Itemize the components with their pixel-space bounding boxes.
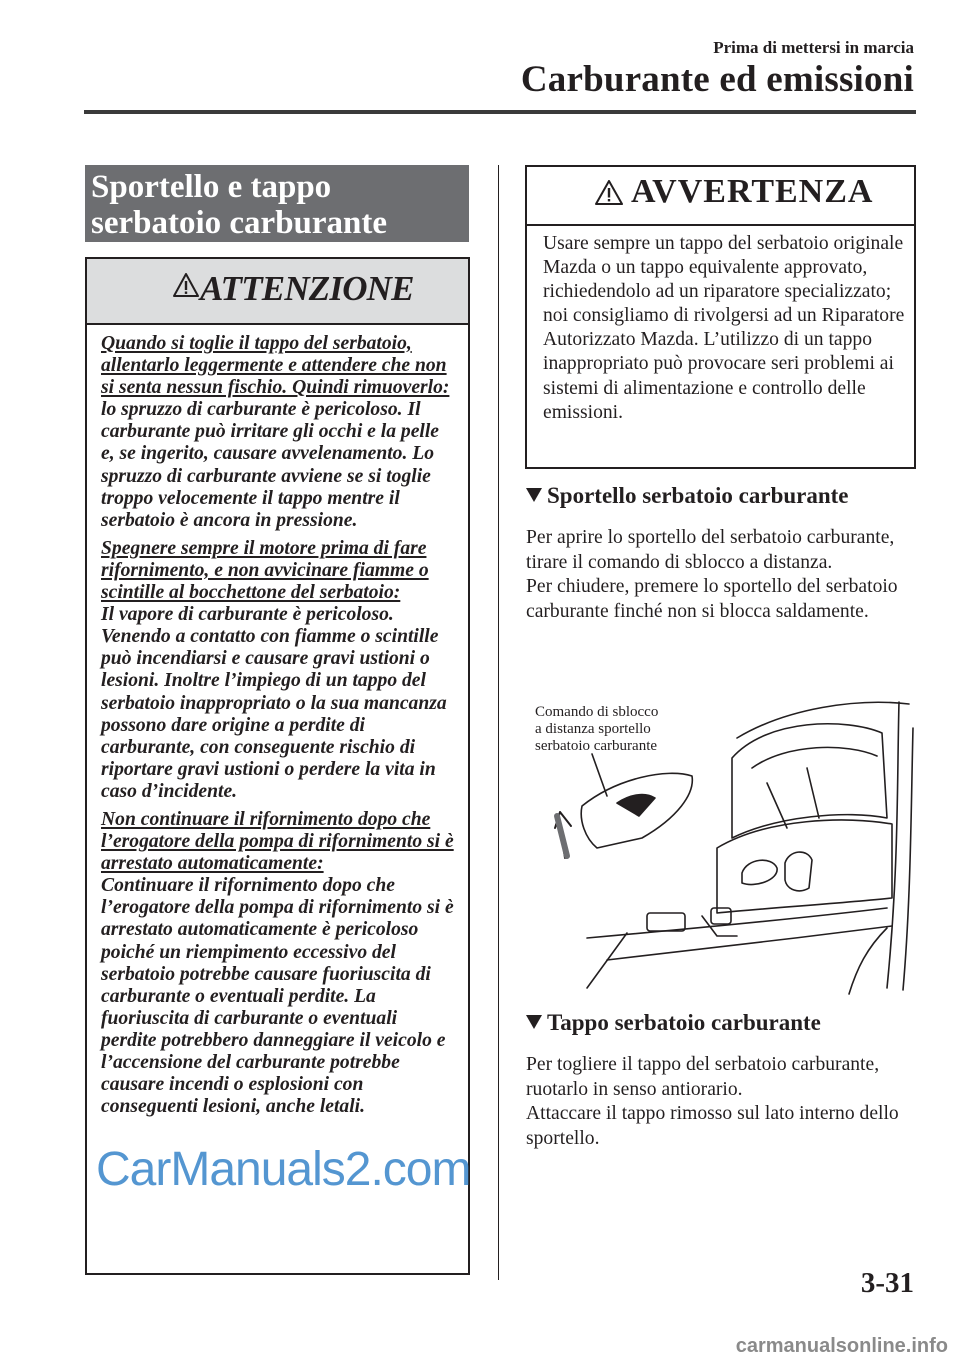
header-rule <box>84 110 916 114</box>
fuel-cap-instructions <box>526 1053 918 1151</box>
watermark: CarManuals2.com <box>96 1143 471 1196</box>
caution-paragraph <box>101 809 456 1118</box>
page-number: 3-31 <box>860 1267 914 1299</box>
fuel-door-close-text: Per chiudere, premere lo sportello del serbatoio carburante finché non si blocca saldamente. <box>526 576 898 622</box>
subsection-heading-text: Tappo serbatoio carburante <box>547 1010 821 1035</box>
caution-paragraph <box>101 538 456 803</box>
subsection-heading-fuel-cap <box>526 1010 821 1036</box>
caution-heading: Quando si toglie il tappo del serbatoio, allentarlo leggermente e attendere che non si senta nessun fischio. Quindi rimuoverlo: <box>101 333 450 399</box>
caution-paragraph <box>101 333 456 532</box>
fuel-door-open-text: Per aprire lo sportello del serbatoio carburante, tirare il comando di sblocco a distanza. <box>526 527 895 573</box>
caution-header <box>87 259 468 325</box>
warning-triangle-icon <box>595 180 623 205</box>
warning-triangle-icon <box>173 273 199 297</box>
section-title-box <box>85 165 469 242</box>
triangle-bullet-icon <box>526 1015 542 1029</box>
callout-line: Comando di sblocco <box>535 704 659 720</box>
warning-label: AVVERTENZA <box>631 173 874 210</box>
caution-text: Continuare il rifornimento dopo che l’erogatore della pompa di rifornimento si è arrestato automaticamente è pericoloso poiché un riempimento eccessivo del serbatoio potrebbe causare fuoriuscita di carburante o eventuali perdite. La fuoriuscita di carburante o eventuali perdite potrebbero danneggiare il veicolo e l’accensione del carburante potrebbe causare incendi o esplosioni con conseguenti lesioni, anche letali. <box>101 875 454 1118</box>
subsection-heading-text: Sportello serbatoio carburante <box>547 483 849 508</box>
caution-text: lo spruzzo di carburante è pericoloso. Il carburante può irritare gli occhi e la pelle e, se ingerito, causare avvelenamento. Lo spruzzo di carburante avviene se si toglie troppo velocemente il tappo mentre il serbatoio è ancora in pressione. <box>101 399 439 531</box>
callout-line: serbatoio carburante <box>535 738 658 754</box>
page-title: Carburante ed emissioni <box>520 59 914 100</box>
footer-url: carmanualsonline.info <box>735 1335 948 1357</box>
triangle-bullet-icon <box>526 488 542 502</box>
column-divider <box>498 165 499 1280</box>
fuel-door-instructions <box>526 526 911 624</box>
section-title: Sportello e tappo serbatoio carburante <box>91 169 388 241</box>
subsection-heading-fuel-door <box>526 483 849 509</box>
fuel-cap-attach-text: Attaccare il tappo rimosso sul lato interno dello sportello. <box>526 1103 899 1149</box>
fuel-cap-remove-text: Per togliere il tappo del serbatoio carburante, ruotarlo in senso antiorario. <box>526 1054 880 1100</box>
callout-line: a distanza sportello <box>535 721 651 737</box>
callout-label <box>535 704 658 755</box>
caution-text: Il vapore di carburante è pericoloso. Venendo a contatto con fiamme o scintille può incendiarsi e causare gravi ustioni o lesioni. Inoltre l’impiego di un tappo del serbatoio inappropriato o la sua mancanza possono dare origine a perdite di carburante, con conseguente rischio di riportare gravi ustioni o perdere la vita in caso d’incidente. <box>101 604 447 802</box>
warning-box <box>525 165 916 469</box>
caution-label: ATTENZIONE <box>200 269 414 308</box>
caution-body <box>101 333 456 1124</box>
warning-text: Usare sempre un tappo del serbatoio originale Mazda o un tappo equivalente approvato, richiedendolo ad un riparatore specializzato; noi consigliamo di rivolgersi ad un Riparatore Autorizzato Mazda. L’utilizzo di un tappo inappropriato può provocare seri problemi ai sistemi di alimentazione e controllo delle emissioni. <box>543 233 905 423</box>
fuel-door-release-illustration <box>527 698 917 998</box>
header-section-label: Prima di mettersi in marcia <box>713 38 914 57</box>
warning-header <box>527 167 914 226</box>
caution-box <box>85 257 470 1275</box>
caution-heading: Spegnere sempre il motore prima di fare rifornimento, e non avvicinare fiamme o scintille al bocchettone del serbatoio: <box>101 537 429 604</box>
caution-heading: Non continuare il rifornimento dopo che l’erogatore della pompa di rifornimento si è arrestato automaticamente: <box>101 808 454 875</box>
